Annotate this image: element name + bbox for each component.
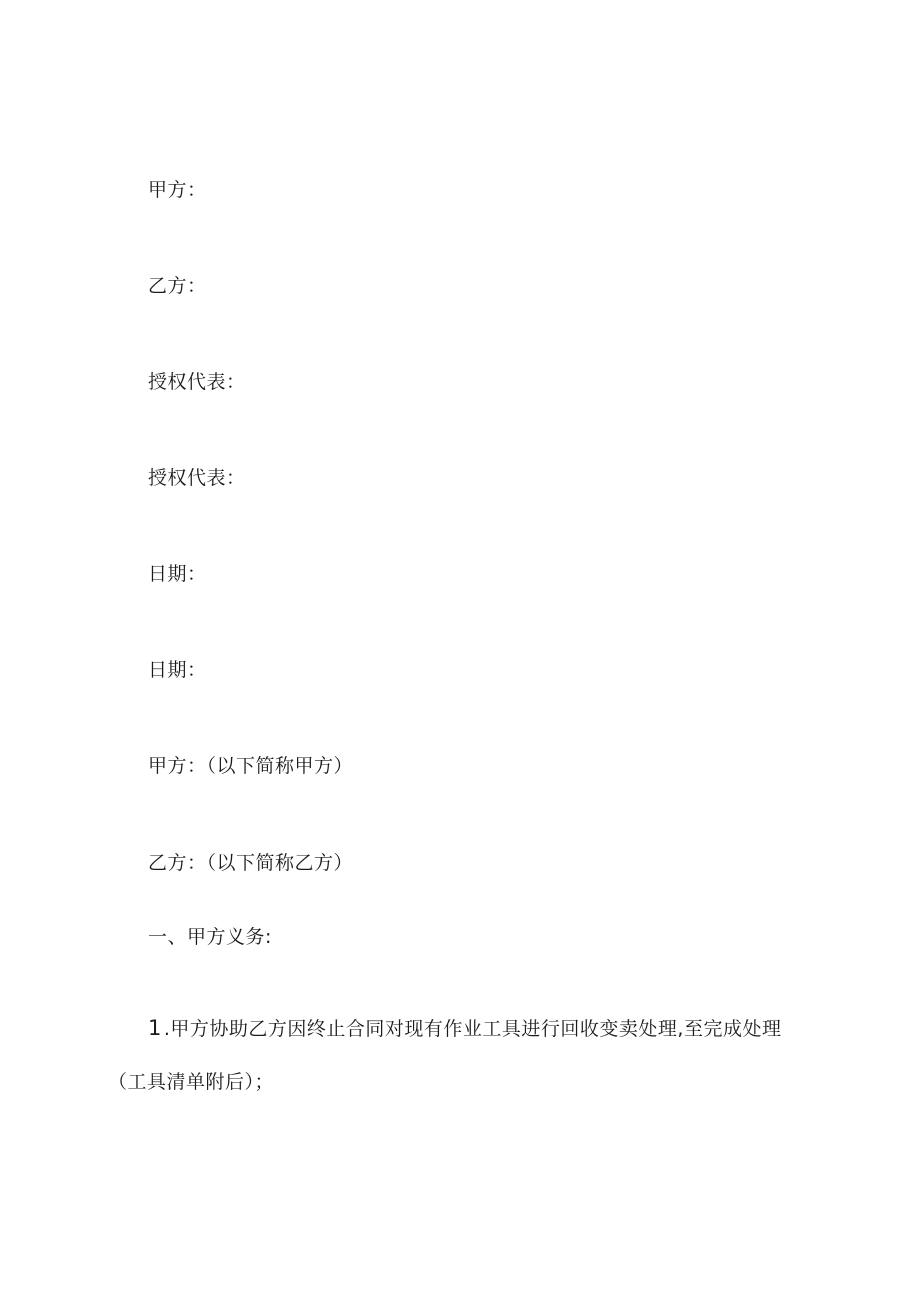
authorized-rep-a-label: 授权代表： xyxy=(148,371,246,393)
party-b-label: 乙方： xyxy=(148,275,207,297)
party-a-definition: 甲方：（以下简称甲方） xyxy=(148,755,354,777)
party-b-definition: 乙方：（以下简称乙方） xyxy=(148,852,354,874)
clause-1-line-1 xyxy=(148,1016,781,1041)
date-a-label: 日期： xyxy=(148,563,207,585)
clause-number: 1 xyxy=(148,1016,162,1040)
authorized-rep-b-label: 授权代表： xyxy=(148,467,246,489)
section-title: 一、甲方义务: xyxy=(148,926,272,948)
date-b-label: 日期： xyxy=(148,659,207,681)
clause-text: .甲方协助乙方因终止合同对现有作业工具进行回收变卖处理,至完成处理 xyxy=(163,1018,782,1040)
clause-1-line-2: （工具清单附后）； xyxy=(108,1071,275,1093)
party-a-label: 甲方： xyxy=(148,179,207,201)
